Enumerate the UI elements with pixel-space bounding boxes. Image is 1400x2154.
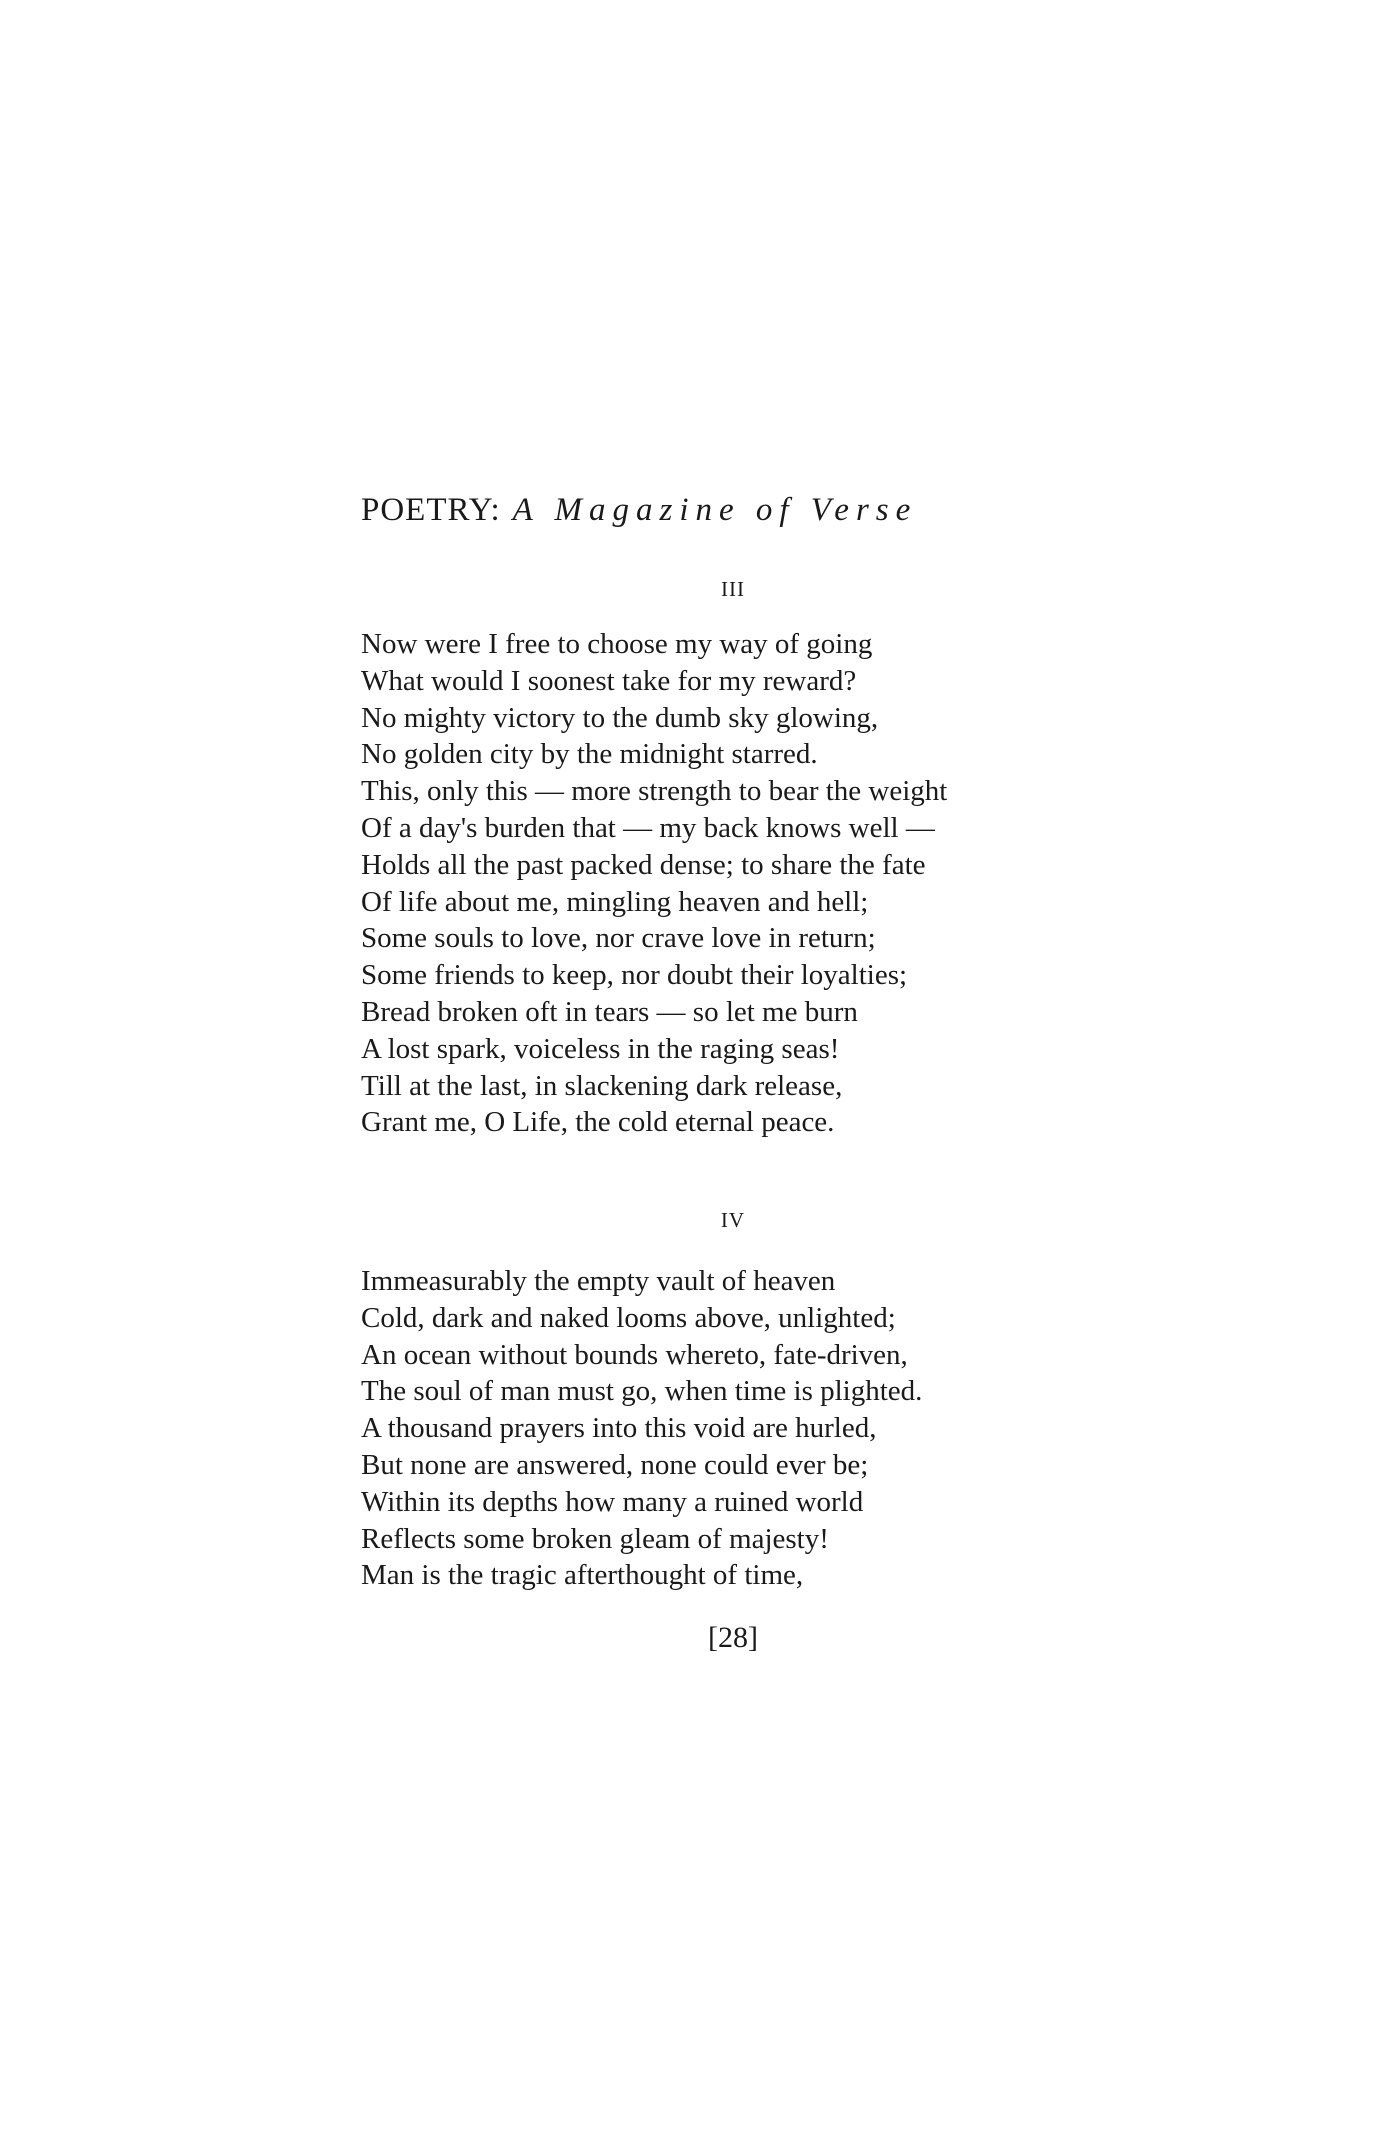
poem-line: Till at the last, in slackening dark release, (361, 1069, 843, 1102)
poem-line: What would I soonest take for my reward? (361, 664, 857, 697)
poem-line: Of life about me, mingling heaven and hell; (361, 885, 869, 918)
poem-line: A thousand prayers into this void are hurled, (361, 1412, 877, 1445)
poem-line: No mighty victory to the dumb sky glowing, (361, 701, 879, 734)
poem-line: Reflects some broken gleam of majesty! (361, 1522, 829, 1555)
poem-line: But none are answered, none could ever be; (361, 1448, 869, 1481)
poem-line: This, only this — more strength to bear the weight (361, 775, 948, 808)
poem-line: Of a day's burden that — my back knows well — (361, 811, 935, 844)
page-number: [28] (708, 1621, 758, 1654)
running-head (361, 492, 917, 529)
poem-line: The soul of man must go, when time is plighted. (361, 1375, 923, 1408)
poem-line: Holds all the past packed dense; to share the fate (361, 848, 926, 881)
poem-line: Some souls to love, nor crave love in return; (361, 922, 876, 955)
poem-line: Grant me, O Life, the cold eternal peace. (361, 1106, 835, 1139)
poem-line: Immeasurably the empty vault of heaven (361, 1265, 836, 1297)
poem-line: Now were I free to choose my way of going (361, 628, 873, 660)
section-number-iii: III (721, 577, 745, 601)
magazine-subtitle: A Magazine of Verse (512, 492, 918, 528)
poem-line: Man is the tragic afterthought of time, (361, 1559, 804, 1592)
poem-section-iii (361, 626, 947, 1141)
poem-line: No golden city by the midnight starred. (361, 738, 818, 771)
magazine-title: POETRY: (361, 492, 501, 528)
poem-line: Cold, dark and naked looms above, unlighted; (361, 1301, 896, 1334)
poem-line: Within its depths how many a ruined world (361, 1485, 864, 1518)
poem-line: Some friends to keep, nor doubt their loyalties; (361, 959, 908, 992)
poem-line: An ocean without bounds whereto, fate-driven, (361, 1338, 908, 1371)
poem-line: A lost spark, voiceless in the raging seas! (361, 1032, 840, 1065)
poem-section-iv (361, 1263, 922, 1594)
poem-line: Bread broken oft in tears — so let me burn (361, 995, 858, 1028)
section-number-iv: IV (720, 1208, 746, 1232)
